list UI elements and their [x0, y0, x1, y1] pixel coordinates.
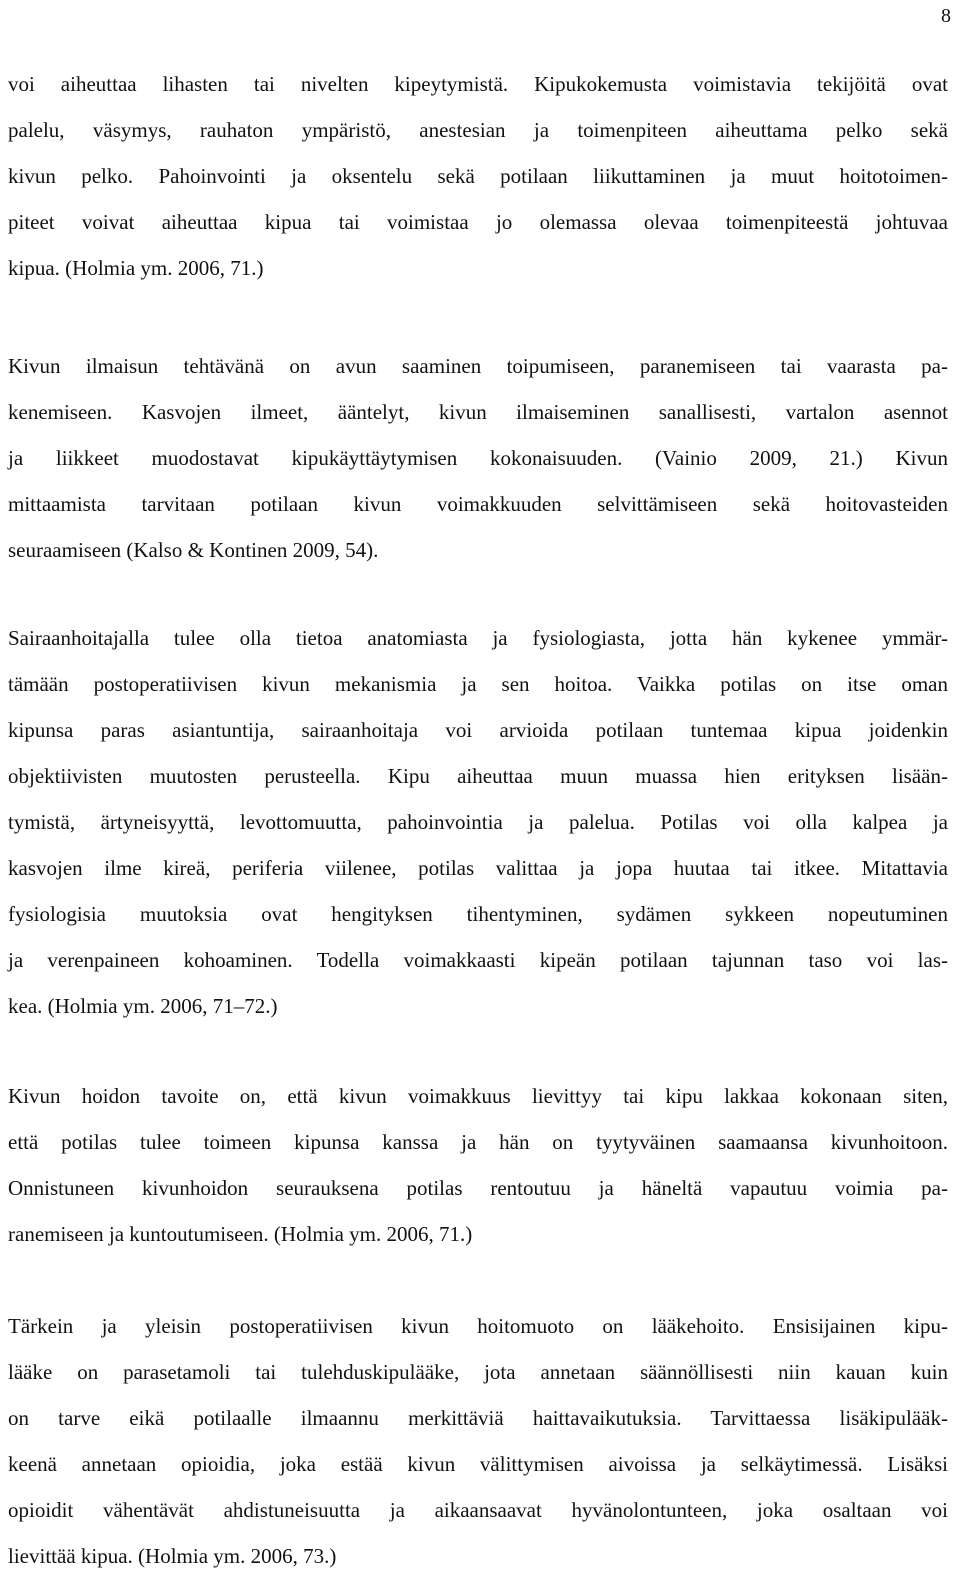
paragraph-pain-treatment-goal: [8, 1073, 948, 1257]
text-line: keenä annetaan opioidia, joka estää kivun välittymisen aivoissa ja selkäytimessä. Lisäksi: [8, 1452, 948, 1476]
text-line: kivun pelko. Pahoinvointi ja oksentelu sekä potilaan liikuttaminen ja muut hoitotoimen-: [8, 164, 948, 188]
paragraph-postoperative-pain-factors: [8, 61, 948, 291]
text-line: ja liikkeet muodostavat kipukäyttäytymisen kokonaisuuden. (Vainio 2009, 21.) Kivun: [8, 446, 948, 470]
text-line: mittaamista tarvitaan potilaan kivun voimakkuuden selvittämiseen sekä hoitovasteiden: [8, 492, 948, 516]
text-line: ranemiseen ja kuntoutumiseen. (Holmia ym. 2006, 71.): [8, 1222, 473, 1246]
text-line: objektiivisten muutosten perusteella. Kipu aiheuttaa muun muassa hien erityksen lisään-: [8, 764, 948, 788]
text-line: lääke on parasetamoli tai tulehduskipulääke, jota annetaan säännöllisesti niin kauan kuin: [8, 1360, 948, 1384]
text-line: kipunsa paras asiantuntija, sairaanhoitaja voi arvioida potilaan tuntemaa kipua joidenkin: [8, 718, 948, 742]
text-line: piteet voivat aiheuttaa kipua tai voimistaa jo olemassa olevaa toimenpiteestä johtuvaa: [8, 210, 948, 234]
page-number: 8: [941, 5, 951, 27]
text-line: että potilas tulee toimeen kipunsa kanssa ja hän on tyytyväinen saamaansa kivunhoitoon.: [8, 1130, 948, 1154]
text-line: on tarve eikä potilaalle ilmaannu merkittäviä haittavaikutuksia. Tarvittaessa lisäkipulääk-: [8, 1406, 948, 1430]
paragraph-pain-expression: [8, 343, 948, 573]
text-line: seuraamiseen (Kalso & Kontinen 2009, 54).: [8, 538, 379, 562]
text-line: kasvojen ilme kireä, periferia viilenee, potilas valittaa ja jopa huutaa tai itkee. Mitattavia: [8, 856, 948, 880]
text-line: voi aiheuttaa lihasten tai nivelten kipeytymistä. Kipukokemusta voimistavia tekijöitä ovat: [8, 72, 948, 96]
text-line: fysiologisia muutoksia ovat hengityksen tihentyminen, sydämen sykkeen nopeutuminen: [8, 902, 948, 926]
text-line: kipua. (Holmia ym. 2006, 71.): [8, 256, 264, 280]
text-line: tämään postoperatiivisen kivun mekanismia ja sen hoitoa. Vaikka potilas on itse oman: [8, 672, 948, 696]
text-line: Sairaanhoitajalla tulee olla tietoa anatomiasta ja fysiologiasta, jotta hän kykenee ymmär-: [8, 626, 948, 650]
text-line: Kivun ilmaisun tehtävänä on avun saaminen toipumiseen, paranemiseen tai vaarasta pa-: [8, 354, 948, 378]
text-line: opioidit vähentävät ahdistuneisuutta ja aikaansaavat hyvänolontunteen, joka osaltaan voi: [8, 1498, 948, 1522]
text-line: ja verenpaineen kohoaminen. Todella voimakkaasti kipeän potilaan tajunnan taso voi las-: [8, 948, 948, 972]
text-line: tymistä, ärtyneisyyttä, levottomuutta, pahoinvointia ja palelua. Potilas voi olla kalpea ja: [8, 810, 948, 834]
text-line: kenemiseen. Kasvojen ilmeet, ääntelyt, kivun ilmaiseminen sanallisesti, vartalon asennot: [8, 400, 948, 424]
text-line: Tärkein ja yleisin postoperatiivisen kivun hoitomuoto on lääkehoito. Ensisijainen kipu-: [8, 1314, 948, 1338]
text-line: Onnistuneen kivunhoidon seurauksena potilas rentoutuu ja häneltä vapautuu voimia pa-: [8, 1176, 948, 1200]
text-line: kea. (Holmia ym. 2006, 71–72.): [8, 994, 278, 1018]
text-line: Kivun hoidon tavoite on, että kivun voimakkuus lievittyy tai kipu lakkaa kokonaan siten,: [8, 1084, 948, 1108]
text-line: palelu, väsymys, rauhaton ympäristö, anestesian ja toimenpiteen aiheuttama pelko sekä: [8, 118, 948, 142]
paragraph-medication: [8, 1303, 948, 1579]
paragraph-nurse-assessment: [8, 615, 948, 1029]
text-line: lievittää kipua. (Holmia ym. 2006, 73.): [8, 1544, 337, 1568]
